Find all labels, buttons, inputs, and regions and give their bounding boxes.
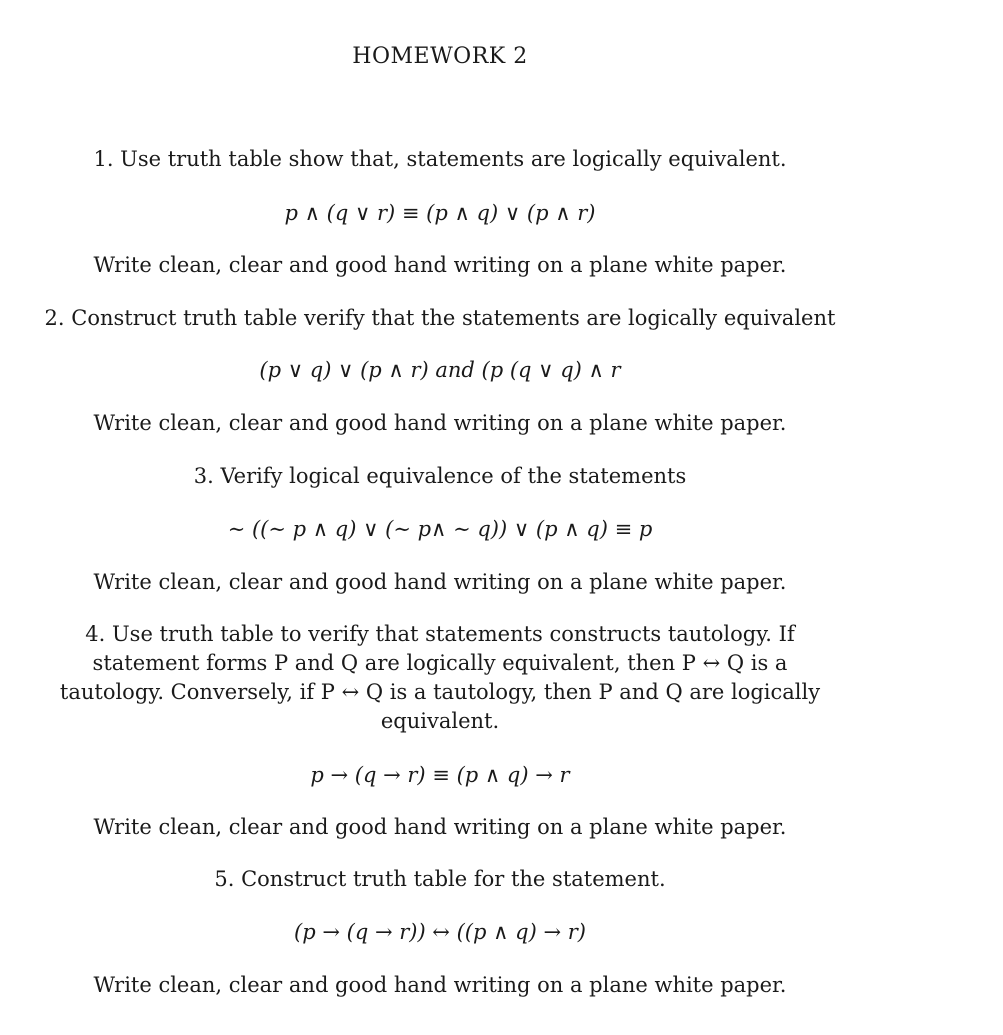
problem-3-formula: ∼ ((∼ p ∧ q) ∨ (∼ p∧ ∼ q)) ∨ (p ∧ q) ≡ p (227, 517, 653, 541)
problem-4-prompt-line-1: 4. Use truth table to verify that statements constructs tautology. If (85, 622, 795, 646)
problem-3-prompt: 3. Verify logical equivalence of the statements (193, 464, 687, 488)
problem-3-instruction: Write clean, clear and good hand writing on a plane white paper. (93, 570, 787, 594)
problem-4-prompt-line-2: statement forms P and Q are logically equivalent, then P ↔ Q is a (92, 651, 788, 675)
problem-2-instruction: Write clean, clear and good hand writing on a plane white paper. (93, 411, 787, 435)
problem-1-formula: p ∧ (q ∨ r) ≡ (p ∧ q) ∨ (p ∧ r) (284, 201, 596, 225)
problem-5-formula: (p → (q → r)) ↔ ((p ∧ q) → r) (294, 920, 586, 944)
problem-5-instruction: Write clean, clear and good hand writing on a plane white paper. (93, 973, 787, 997)
problem-1-prompt: 1. Use truth table show that, statements are logically equivalent. (93, 147, 787, 171)
page-title: HOMEWORK 2 (352, 44, 528, 69)
problem-2-formula: (p ∨ q) ∨ (p ∧ r) and (p (q ∨ q) ∧ r (259, 358, 621, 382)
problem-1-instruction: Write clean, clear and good hand writing on a plane white paper. (93, 253, 787, 277)
problem-2-prompt: 2. Construct truth table verify that the statements are logically equivalent (44, 306, 836, 330)
problem-5-prompt: 5. Construct truth table for the statement. (214, 867, 666, 891)
problem-4-formula: p → (q → r) ≡ (p ∧ q) → r (310, 763, 570, 787)
problem-4-instruction: Write clean, clear and good hand writing on a plane white paper. (93, 815, 787, 839)
problem-4-prompt-line-3: tautology. Conversely, if P ↔ Q is a tautology, then P and Q are logically (59, 680, 821, 704)
problem-4-prompt-line-4: equivalent. (380, 709, 500, 733)
